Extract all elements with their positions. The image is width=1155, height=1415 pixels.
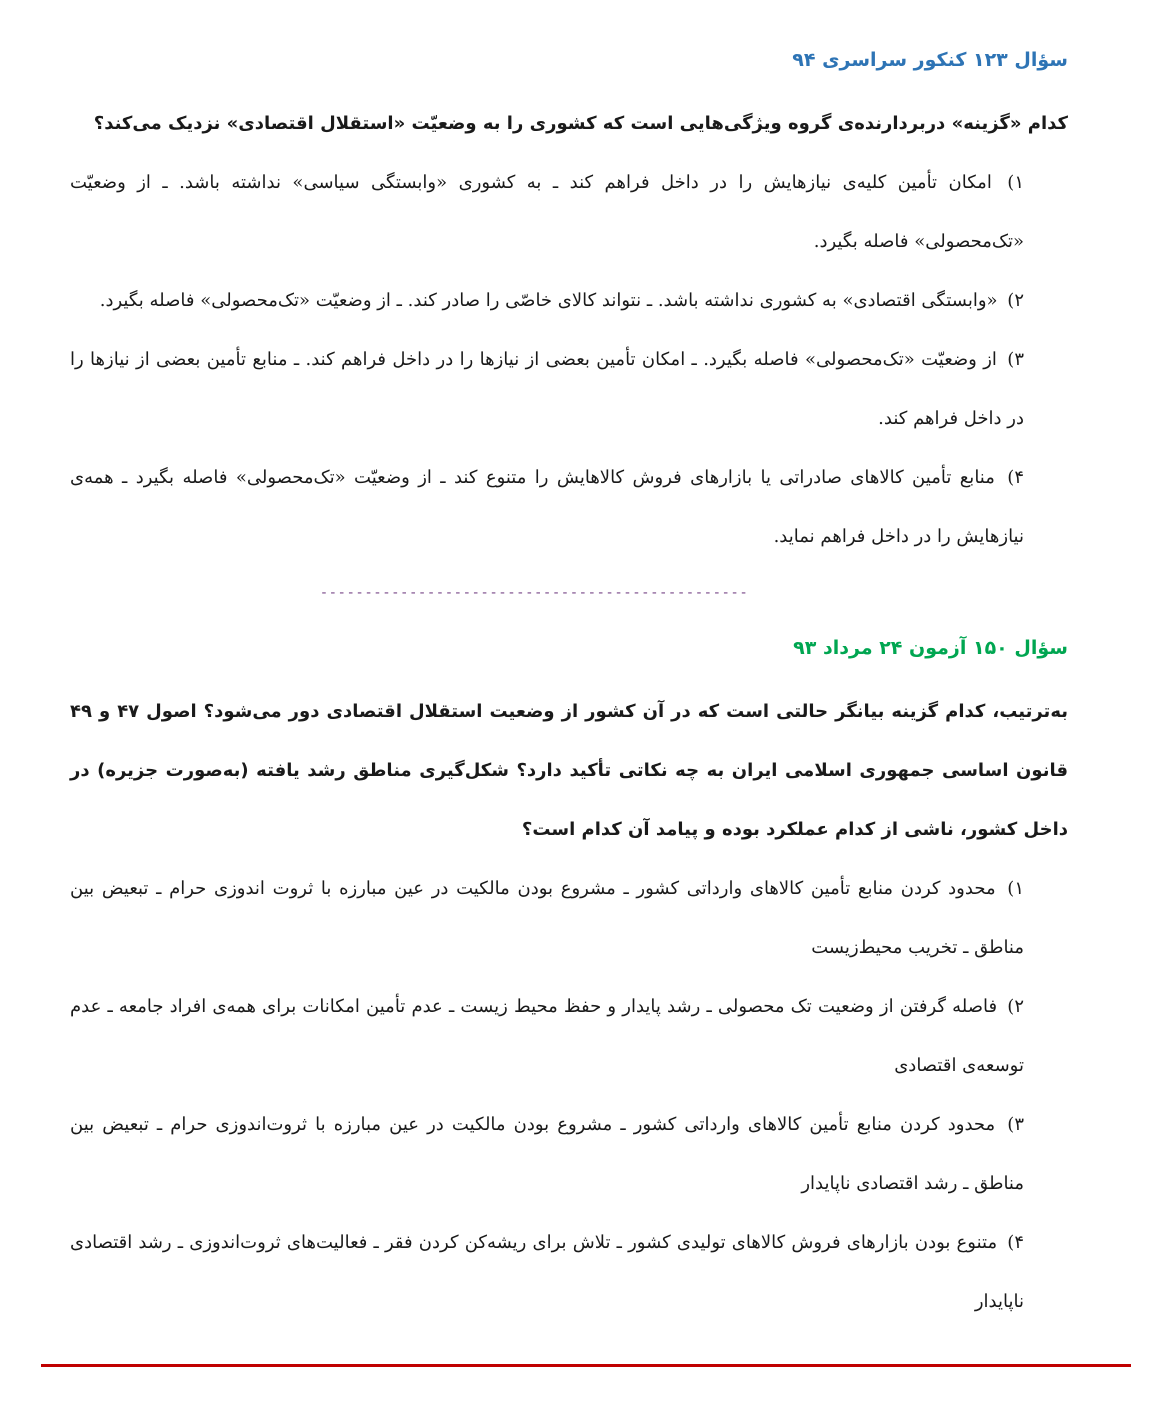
option-text: امکان تأمین کلیه‌ی نیازهایش را در داخل فراهم کند ـ به کشوری «وابستگی سیاسی» نداشته باشد. ـ از وضعیّت «تک‌محصولی» فاصله بگیرد. (70, 172, 1024, 252)
option-text: محدود کردن منابع تأمین کالاهای وارداتی کشور ـ مشروع بودن مالکیت در عین مبارزه با ثروت اندوزی حرام ـ تبعیض بین مناطق ـ تخریب محیط‌زیست (70, 878, 1024, 958)
answer-option-3 (70, 1095, 1068, 1213)
option-text: فاصله گرفتن از وضعیت تک محصولی ـ رشد پایدار و حفظ محیط زیست ـ عدم تأمین امکانات برای همه‌ی افراد جامعه ـ عدم توسعه‌ی اقتصادی (70, 996, 1024, 1076)
option-text: متنوع بودن بازارهای فروش کالاهای تولیدی کشور ـ تلاش برای ریشه‌کن کردن فقر ـ فعالیت‌های ثروت‌اندوزی ـ رشد اقتصادی ناپایدار (70, 1232, 1024, 1312)
option-text: منابع تأمین کالاهای صادراتی یا بازارهای فروش کالاهایش را متنوع کند ـ از وضعیّت «تک‌محصولی» فاصله بگیرد ـ همه‌ی نیازهایش را در داخل فراهم نماید. (70, 467, 1024, 547)
option-number: ۱) (1007, 172, 1024, 193)
option-text: از وضعیّت «تک‌محصولی» فاصله بگیرد. ـ امکان تأمین بعضی از نیازها را در داخل فراهم کند. ـ منابع تأمین بعضی از نیازها را در داخل فراهم کند. (70, 349, 1024, 429)
answer-option-3 (70, 330, 1068, 448)
answer-option-1 (70, 859, 1068, 977)
answer-option-4 (70, 1213, 1068, 1331)
option-number: ۱) (1007, 878, 1024, 899)
section-divider: ------------------------------------------------ (319, 585, 749, 601)
question-heading: سؤال ۱۲۳ کنکور سراسری ۹۴ (792, 49, 1068, 71)
question-block-1 (70, 38, 1068, 566)
option-text: «وابستگی اقتصادی» به کشوری نداشته باشد. ـ نتواند کالای خاصّی را صادر کند. ـ از وضعیّت «تک‌محصولی» فاصله بگیرد. (99, 290, 998, 311)
answer-option-1 (70, 153, 1068, 271)
answer-option-4 (70, 448, 1068, 566)
option-number: ۳) (1007, 349, 1024, 370)
question-heading: سؤال ۱۵۰ آزمون ۲۴ مرداد ۹۳ (793, 637, 1068, 659)
footer-rule (41, 1364, 1131, 1367)
question-text: به‌ترتیب، کدام گزینه بیانگر حالتی است که در آن کشور از وضعیت استقلال اقتصادی دور می‌شود؟ اصول ۴۷ و ۴۹ قانون اساسی جمهوری اسلامی ایران به چه نکاتی تأکید دارد؟ شکل‌گیری مناطق رشد یافته (به‌صورت جزیره) در داخل کشور، ناشی از کدام عملکرد بوده و پیامد آن کدام است؟ (70, 701, 1068, 840)
answer-option-2 (70, 271, 1068, 330)
option-number: ۲) (1007, 996, 1024, 1017)
option-number: ۲) (1007, 290, 1024, 311)
document-content (70, 38, 1068, 1331)
option-number: ۴) (1007, 467, 1024, 488)
question-block-2 (70, 626, 1068, 1331)
question-text: کدام «گزینه» دربردارنده‌ی گروه ویژگی‌هایی است که کشوری را به وضعیّت «استقلال اقتصادی» نزدیک می‌کند؟ (93, 113, 1068, 134)
option-text: محدود کردن منابع تأمین کالاهای وارداتی کشور ـ مشروع بودن مالکیت در عین مبارزه با ثروت‌اندوزی حرام ـ تبعیض بین مناطق ـ رشد اقتصادی ناپایدار (70, 1114, 1024, 1194)
option-number: ۳) (1007, 1114, 1024, 1135)
answer-option-2 (70, 977, 1068, 1095)
option-number: ۴) (1007, 1232, 1024, 1253)
